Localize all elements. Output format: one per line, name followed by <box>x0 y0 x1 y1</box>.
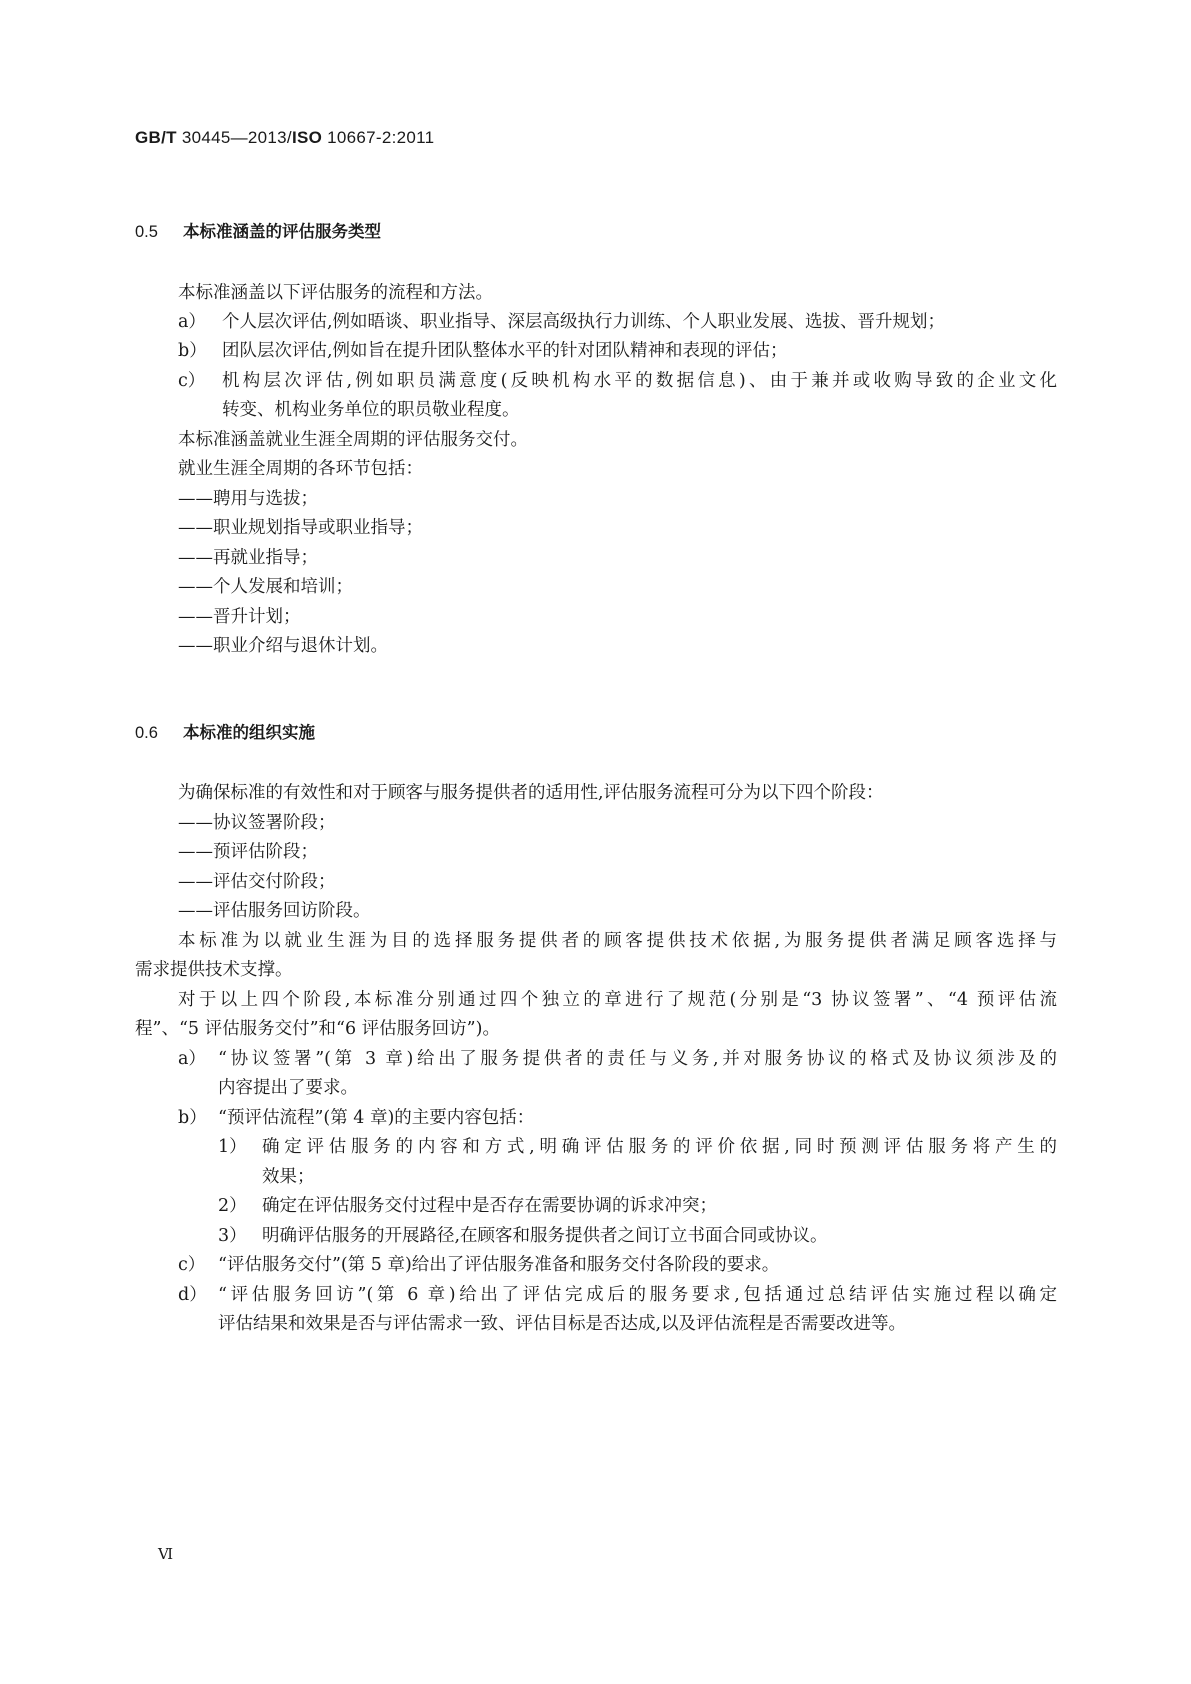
dash-item: ——个人发展和培训； <box>178 577 353 597</box>
list-item: 个人层次评估,例如晤谈、职业指导、深层高级执行力训练、个人职业发展、选拔、晋升规划； <box>222 312 946 332</box>
dash-item: ——评估服务回访阶段。 <box>178 901 371 921</box>
header-prefix: GB/T <box>135 128 177 147</box>
header-suffix: 10667-2:2011 <box>322 128 435 147</box>
dash-item: ——晋升计划； <box>178 607 301 627</box>
paragraph: 本标准涵盖就业生涯全周期的评估服务交付。 <box>178 430 528 450</box>
sublist-item-continuation: 效果； <box>262 1167 315 1187</box>
list-item: “预评估流程”(第 4 章)的主要内容包括： <box>218 1108 535 1128</box>
section-heading-0-5 <box>135 218 381 242</box>
dash-item: ——职业介绍与退休计划。 <box>178 636 388 656</box>
paragraph-continuation: 需求提供技术支撑。 <box>135 960 293 980</box>
sublist-item: 确定在评估服务交付过程中是否存在需要协调的诉求冲突； <box>262 1196 717 1216</box>
sublist-item: 明确评估服务的开展路径,在顾客和服务提供者之间订立书面合同或协议。 <box>262 1226 828 1246</box>
section-number: 0.6 <box>135 724 158 742</box>
section-title: 本标准的组织实施 <box>183 723 315 742</box>
section-number: 0.5 <box>135 223 158 241</box>
list-item: 机构层次评估,例如职员满意度(反映机构水平的数据信息)、由于兼并或收购导致的企业文化 <box>222 371 1057 391</box>
dash-item: ——评估交付阶段； <box>178 872 336 892</box>
list-marker: c） <box>178 371 206 391</box>
paragraph: 本标准涵盖以下评估服务的流程和方法。 <box>178 283 493 303</box>
page-number: Ⅵ <box>158 1545 174 1563</box>
list-item: “评估服务交付”(第 5 章)给出了评估服务准备和服务交付各阶段的要求。 <box>218 1255 780 1275</box>
list-marker: a） <box>178 1049 206 1069</box>
list-item: “评估服务回访”(第 6 章)给出了评估完成后的服务要求,包括通过总结评估实施过程以确定 <box>218 1285 1057 1305</box>
dash-item: ——协议签署阶段； <box>178 813 336 833</box>
document-header <box>135 128 434 148</box>
dash-item: ——预评估阶段； <box>178 842 318 862</box>
list-marker: b） <box>178 1108 207 1128</box>
list-marker: a） <box>178 312 206 332</box>
list-item-continuation: 内容提出了要求。 <box>218 1078 358 1098</box>
list-item-continuation: 转变、机构业务单位的职员敬业程度。 <box>222 400 520 420</box>
paragraph: 就业生涯全周期的各环节包括： <box>178 459 423 479</box>
sublist-marker: 2） <box>218 1196 247 1216</box>
paragraph-continuation: 程”、“5 评估服务交付”和“6 评估服务回访”)。 <box>135 1019 500 1039</box>
list-marker: b） <box>178 341 207 361</box>
list-item: “协议签署”(第 3 章)给出了服务提供者的责任与义务,并对服务协议的格式及协议须涉及的 <box>218 1049 1057 1069</box>
header-iso: ISO <box>291 128 323 147</box>
list-item-continuation: 评估结果和效果是否与评估需求一致、评估目标是否达成,以及评估流程是否需要改进等。 <box>218 1314 907 1334</box>
section-heading-0-6 <box>135 719 315 743</box>
dash-item: ——职业规划指导或职业指导； <box>178 518 423 538</box>
list-item: 团队层次评估,例如旨在提升团队整体水平的针对团队精神和表现的评估； <box>222 341 788 361</box>
list-marker: c） <box>178 1255 206 1275</box>
sublist-marker: 3） <box>218 1226 247 1246</box>
sublist-item: 确定评估服务的内容和方式,明确评估服务的评价依据,同时预测评估服务将产生的 <box>262 1137 1057 1157</box>
dash-item: ——再就业指导； <box>178 548 318 568</box>
paragraph: 对于以上四个阶段,本标准分别通过四个独立的章进行了规范(分别是“3 协议签署”、“4 预评估流 <box>178 990 1057 1010</box>
sublist-marker: 1） <box>218 1137 247 1157</box>
section-title: 本标准涵盖的评估服务类型 <box>183 222 381 241</box>
list-marker: d） <box>178 1285 207 1305</box>
paragraph: 本标准为以就业生涯为目的选择服务提供者的顾客提供技术依据,为服务提供者满足顾客选择与 <box>178 931 1057 951</box>
paragraph: 为确保标准的有效性和对于顾客与服务提供者的适用性,评估服务流程可分为以下四个阶段： <box>178 783 884 803</box>
header-middle: 30445—2013/ <box>176 128 292 147</box>
dash-item: ——聘用与选拔； <box>178 489 318 509</box>
